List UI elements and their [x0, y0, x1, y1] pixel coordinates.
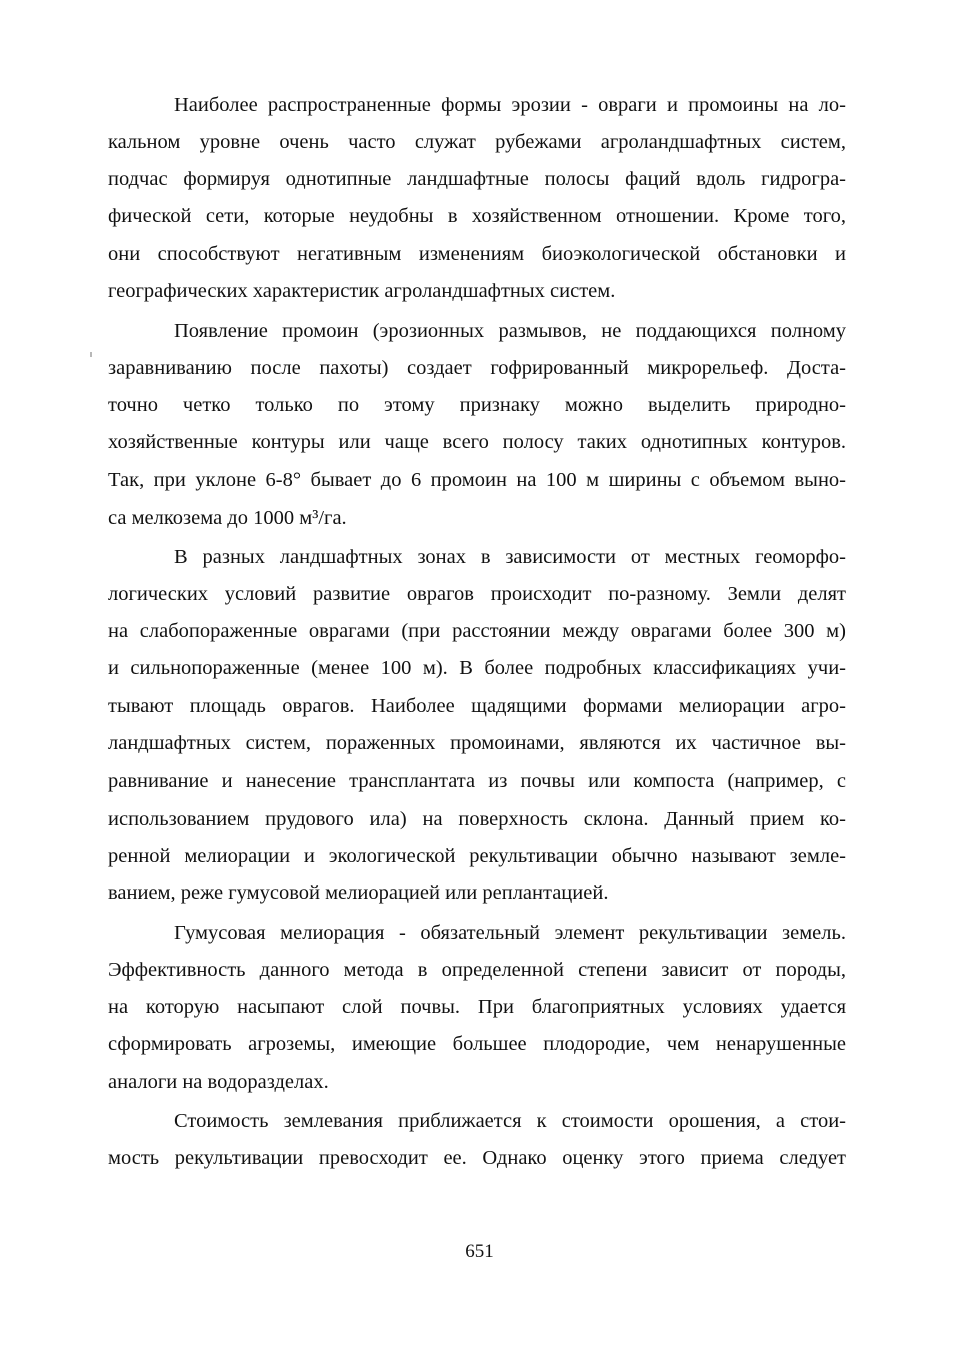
text-line: ванием, реже гумусовой мелиорацией или реплантацией.: [108, 882, 609, 904]
scan-speck: [90, 352, 92, 357]
text-line: хозяйственные контуры или чаще всего полосу таких однотипных контуров.: [108, 431, 846, 453]
text-line: фической сети, которые неудобны в хозяйственном отношении. Кроме того,: [108, 205, 846, 227]
page-number: 651: [465, 1241, 494, 1262]
text-line: Наиболее распространенные формы эрозии - овраги и промоины на ло-: [174, 94, 846, 116]
text-line: Стоимость землевания приближается к стоимости орошения, а стои-: [174, 1110, 846, 1132]
text-line: ренной мелиорации и экологической рекультивации обычно называют земле-: [108, 845, 846, 867]
text-line: заравниванию после пахоты) создает гофрированный микрорельеф. Доста-: [108, 357, 846, 379]
text-line: на слабопораженные оврагами (при расстоянии между оврагами более 300 м): [108, 620, 846, 642]
text-line: равнивание и нанесение трансплантата из почвы или компоста (например, с: [108, 770, 846, 792]
text-line: мость рекультивации превосходит ее. Однако оценку этого приема следует: [108, 1147, 846, 1169]
text-line: подчас формируя однотипные ландшафтные полосы фаций вдоль гидрогра-: [108, 168, 846, 190]
text-line: они способствуют негативным изменениям биоэкологической обстановки и: [108, 243, 846, 265]
text-line: географических характеристик агроландшафтных систем.: [108, 280, 616, 302]
text-line: и сильнопораженные (менее 100 м). В более подробных классификациях учи-: [108, 657, 846, 679]
text-line: кальном уровне очень часто служат рубежами агроландшафтных систем,: [108, 131, 846, 153]
text-line: Появление промоин (эрозионных размывов, не поддающихся полному: [174, 320, 846, 342]
text-line: сформировать агроземы, имеющие большее плодородие, чем ненарушенные: [108, 1033, 846, 1055]
text-line: логических условий развитие оврагов происходит по-разному. Земли делят: [108, 583, 846, 605]
text-line: ландшафтных систем, пораженных промоинами, являются их частичное вы-: [108, 732, 846, 754]
text-line: Гумусовая мелиорация - обязательный элемент рекультивации земель.: [174, 922, 846, 944]
text-line: тывают площадь оврагов. Наиболее щадящими формами мелиорации агро-: [108, 695, 846, 717]
text-line: аналоги на водоразделах.: [108, 1071, 329, 1093]
text-line: точно четко только по этому признаку можно выделить природно-: [108, 394, 846, 416]
text-line: Так, при уклоне 6-8° бывает до 6 промоин на 100 м ширины с объемом выно-: [108, 469, 846, 491]
text-line: В разных ландшафтных зонах в зависимости от местных геоморфо-: [174, 546, 846, 568]
text-line: на которую насыпают слой почвы. При благоприятных условиях удается: [108, 996, 846, 1018]
text-line: использованием прудового ила) на поверхность склона. Данный прием ко-: [108, 808, 846, 830]
text-line: Эффективность данного метода в определенной степени зависит от породы,: [108, 959, 846, 981]
text-line: са мелкозема до 1000 м³/га.: [108, 507, 347, 529]
